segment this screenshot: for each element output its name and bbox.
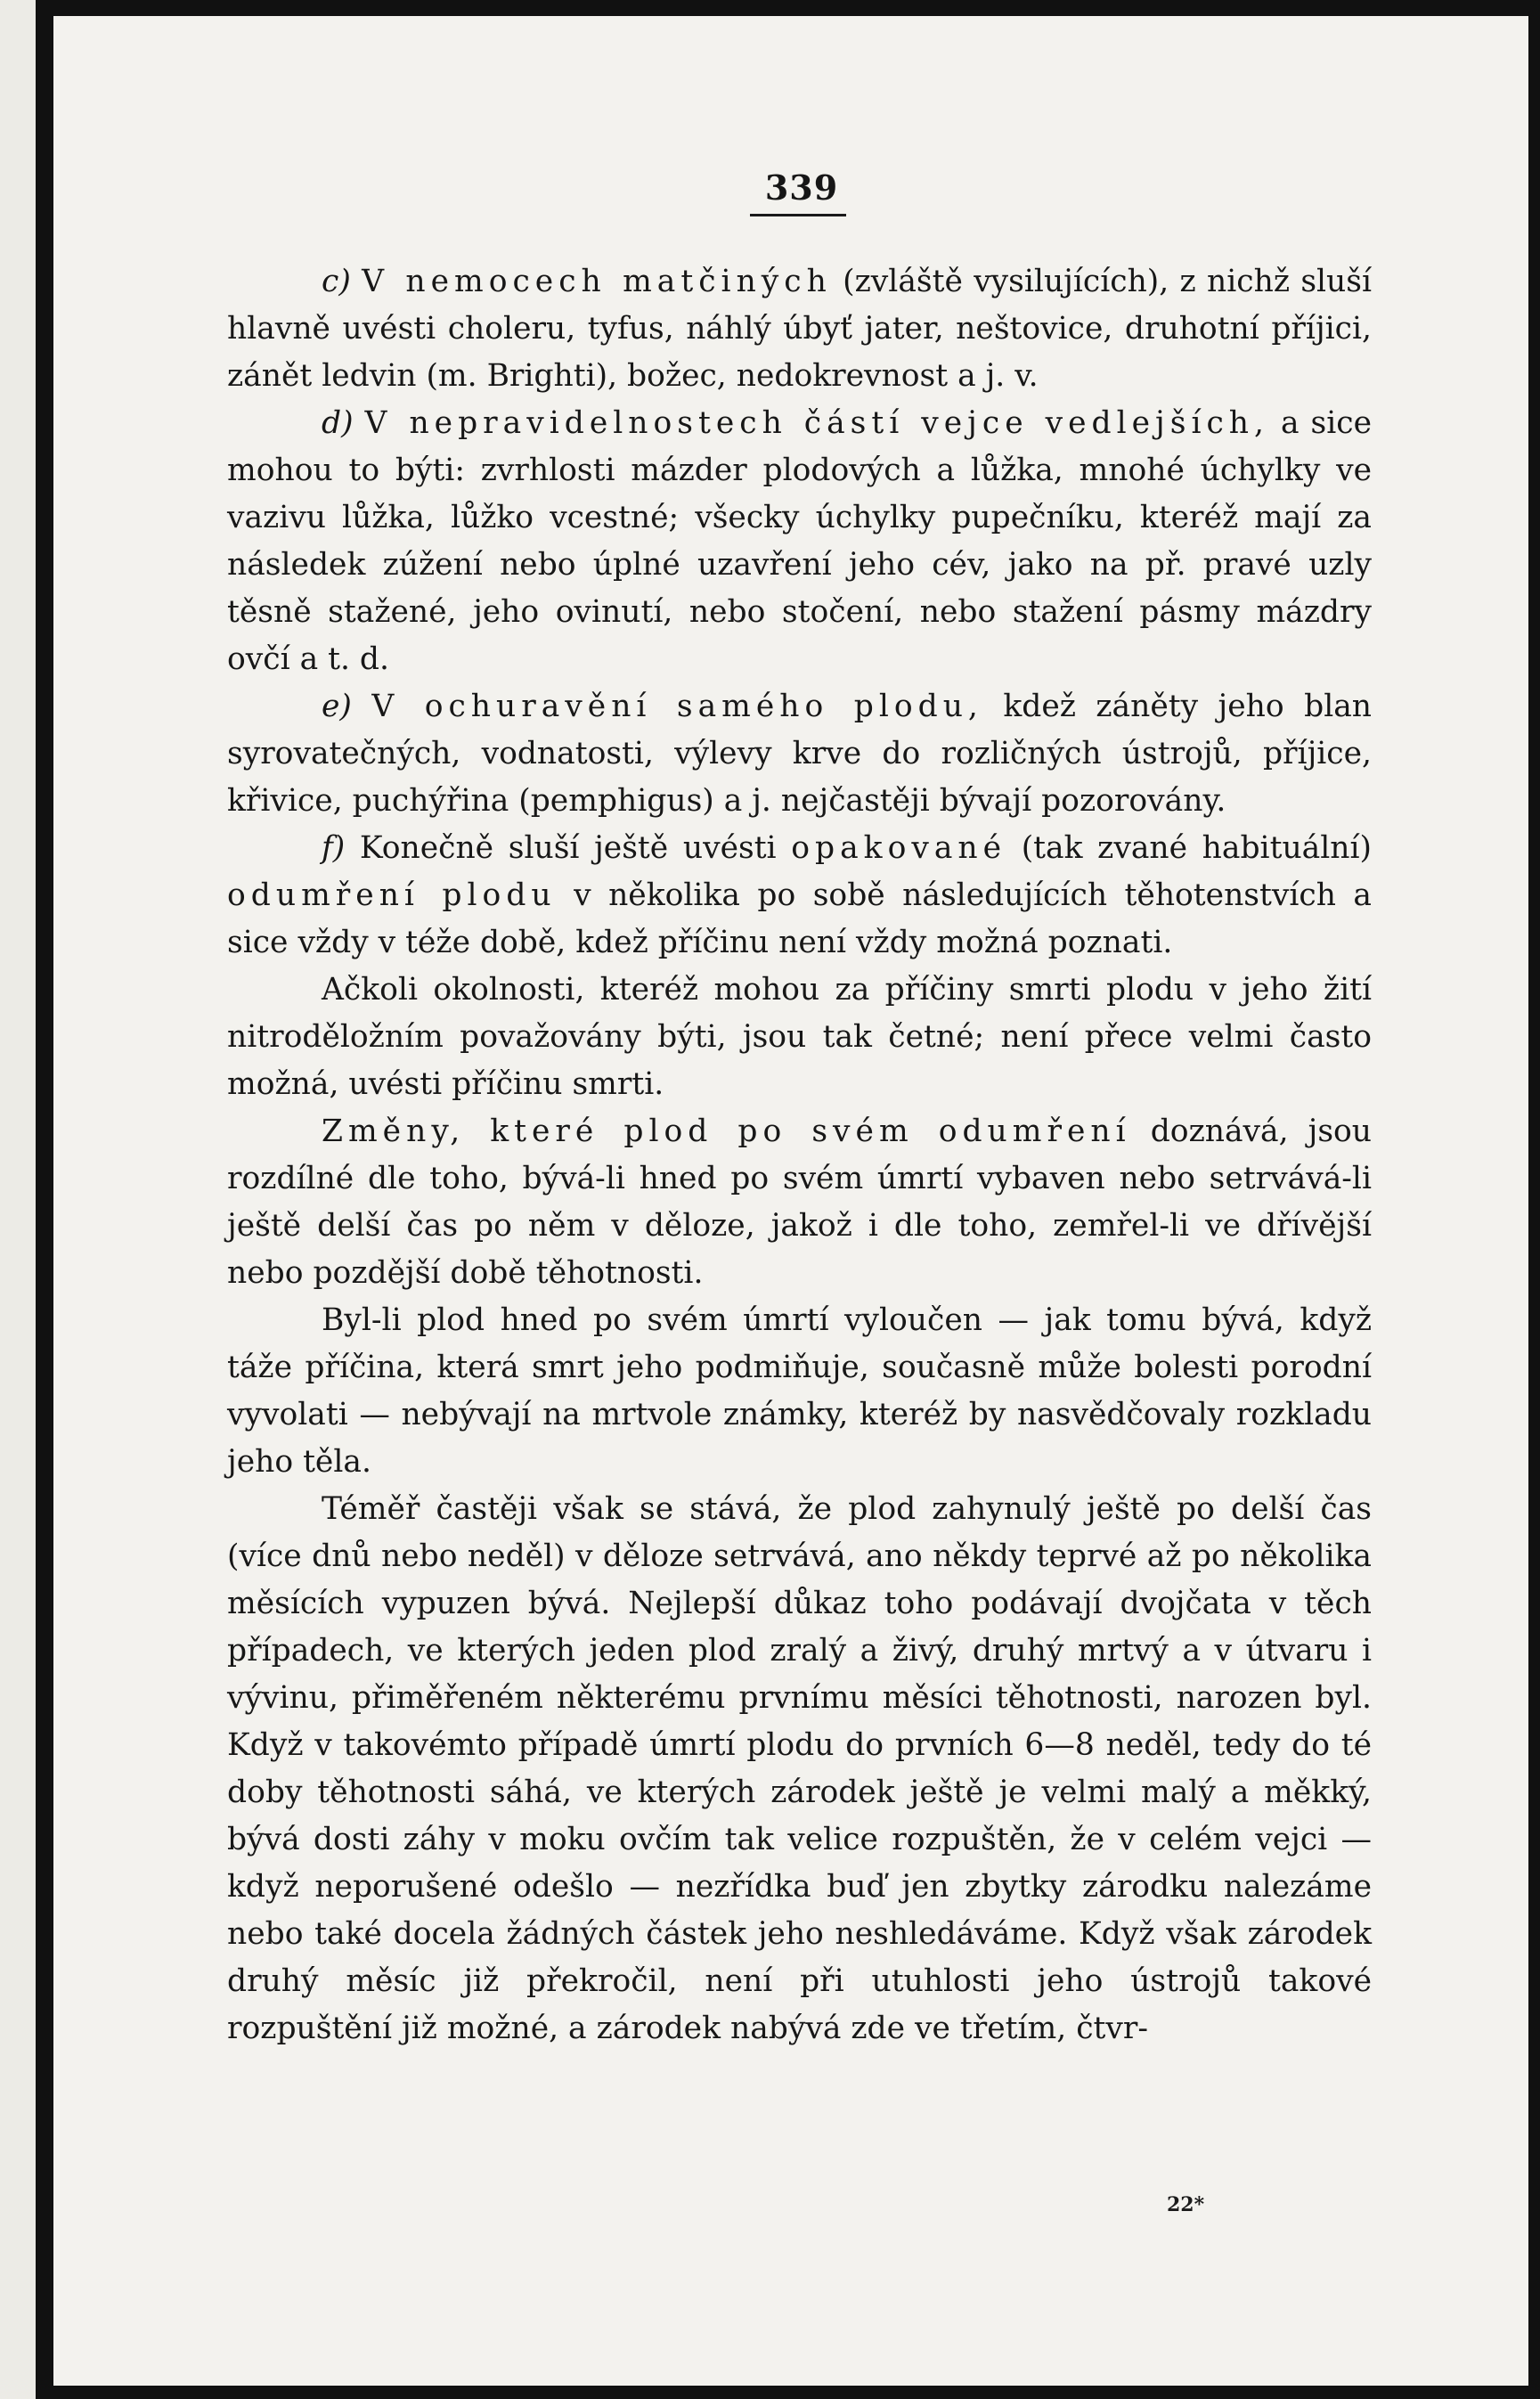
page-number-underline <box>750 214 846 216</box>
spaced-term: odumření plodu <box>227 877 557 913</box>
paragraph-text: a sice mohou to býti: zvrhlosti mázder plodových a lůžka, mnohé úchylky ve vazivu lůžka, lůžko vcestné; všecky úchylky pupečníku, kteréž mají za následek zúžení nebo úplné uzavření jeho cév, jako na př. pravé uzly těsně stažené, jeho ovinutí, nebo stočení, nebo stažení pásmy mázdry ovčí a t. d. <box>227 405 1372 677</box>
spaced-heading: V nepravidelnostech částí vejce vedlejších, <box>364 405 1269 441</box>
item-marker: c) <box>322 264 351 299</box>
signature-mark: 22* <box>1167 2193 1205 2216</box>
paragraph-d <box>227 400 1372 683</box>
book-page <box>53 16 1528 2386</box>
paragraph-text: (tak zvané habituální) <box>1006 830 1372 866</box>
paragraph-e <box>227 683 1372 825</box>
paragraph-text: v několika po sobě následujících těhotenstvích a sice vždy v téže době, kdež příčinu není vždy možná poznati. <box>227 877 1372 960</box>
paragraph-retained: Téměř častěji však se stává, že plod zahynulý ještě po delší čas (více dnů nebo neděl) v děloze setrvává, ano někdy teprvé až po několika měsících vypuzen bývá. Nejlepší důkaz toho podávají dvojčata v těch případech, ve kterých jeden plod zralý a živý, druhý mrtvý a v útvaru i vývinu, přiměřeném některému prvnímu měsíci těhotnosti, narozen byl. Když v takovémto případě úmrtí plodu do prvních 6—8 neděl, tedy do té doby těhotnosti sáhá, ve kterých zárodek ještě je velmi malý a měkký, bývá dosti záhy v moku ovčím tak velice rozpuštěn, že v celém vejci — když neporušené odešlo — nezřídka buď jen zbytky zárodku nalezáme nebo také docela žádných částek jeho neshledáváme. Když však zárodek druhý měsíc již překročil, není při utuhlosti jeho ústrojů takové rozpuštění již možné, a zárodek nabývá zde ve třetím, čtvr- <box>227 1491 1372 2046</box>
paragraph-text: (zvláště vysilujících), z nichž sluší hlavně uvésti choleru, tyfus, náhlý úbyť jater, neštovice, druhotní příjici, zánět ledvin (m. Brighti), božec, nedokrevnost a j. v. <box>227 264 1373 394</box>
item-marker: d) <box>322 405 354 441</box>
paragraph-expelled: Byl-li plod hned po svém úmrtí vyloučen — jak tomu bývá, když táže příčina, která smrt jeho podmiňuje, současně může bolesti porodní vyvolati — nebývají na mrtvole známky, kteréž by nasvědčovaly rozkladu jeho těla. <box>227 1302 1372 1480</box>
spaced-heading: V nemocech matčiných <box>362 264 832 299</box>
paragraph-text: Konečně sluší ještě uvésti <box>345 830 792 866</box>
paragraph-causes: Ačkoli okolnosti, kteréž mohou za příčiny smrti plodu v jeho žití nitroděložním považovány býti, jsou tak četné; není přece velmi často možná, uvésti příčinu smrti. <box>227 972 1372 1102</box>
paragraph-c <box>227 258 1372 400</box>
spaced-term: opakované <box>791 830 1007 866</box>
item-marker: f) <box>322 830 346 866</box>
paragraph-text: kdež záněty jeho blan syrovatečných, vodnatosti, výlevy krve do rozličných ústrojů, příjice, křivice, puchýřina (pemphigus) a j. nejčastěji bývají pozorovány. <box>227 689 1373 819</box>
item-marker: e) <box>322 689 352 724</box>
paragraph-changes <box>227 1108 1372 1297</box>
spaced-heading: V ochuravění samého plodu, <box>371 689 983 724</box>
page-number: 339 <box>764 167 839 208</box>
paragraph-text: doznává, jsou rozdílné dle toho, bývá-li hned po svém úmrtí vybaven nebo setrvává-li ještě delší čas po něm v děloze, jakož i dle toho, zemřel-li ve dřívější nebo pozdější době těhotnosti. <box>227 1114 1373 1291</box>
body-text <box>227 258 1372 2052</box>
adjacent-page-edge <box>0 0 36 2399</box>
spaced-heading: Změny, které plod po svém odumření <box>322 1114 1131 1149</box>
paragraph-f <box>227 825 1372 967</box>
